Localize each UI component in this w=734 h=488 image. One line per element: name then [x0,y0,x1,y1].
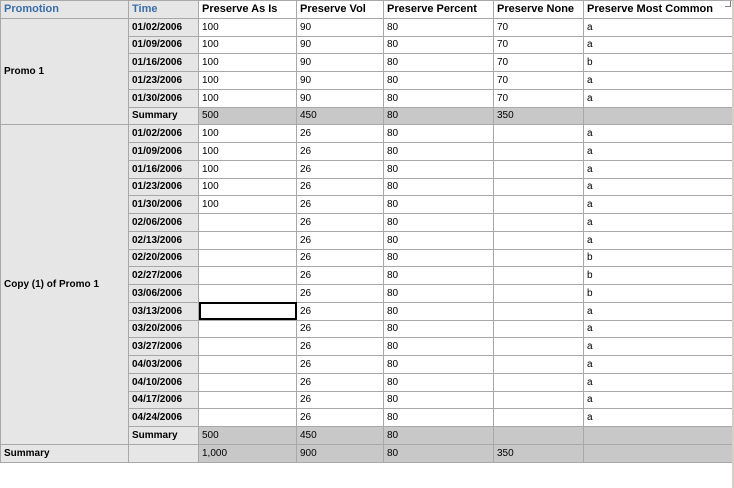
cell-preserve-none[interactable] [494,373,584,391]
cell-preserve-most-common[interactable]: a [584,373,734,391]
cell-preserve-vol[interactable]: 26 [297,267,384,285]
cell-preserve-as-is[interactable]: 100 [199,18,297,36]
cell-preserve-as-is[interactable] [199,267,297,285]
cell-preserve-as-is[interactable]: 100 [199,54,297,72]
summary-preserve-most-common[interactable] [584,427,734,445]
grand-summary-preserve-none[interactable]: 350 [494,444,584,462]
summary-preserve-percent[interactable]: 80 [384,427,494,445]
summary-preserve-as-is[interactable]: 500 [199,427,297,445]
cell-preserve-most-common[interactable]: a [584,320,734,338]
cell-preserve-most-common[interactable]: b [584,54,734,72]
summary-preserve-as-is[interactable]: 500 [199,107,297,125]
cell-preserve-vol[interactable]: 26 [297,338,384,356]
cell-preserve-percent[interactable]: 80 [384,54,494,72]
time-label[interactable]: 01/23/2006 [129,178,199,196]
summary-preserve-most-common[interactable] [584,107,734,125]
grand-summary-preserve-percent[interactable]: 80 [384,444,494,462]
cell-preserve-percent[interactable]: 80 [384,18,494,36]
cell-preserve-as-is[interactable]: 100 [199,160,297,178]
cell-preserve-vol[interactable]: 26 [297,196,384,214]
cell-preserve-vol[interactable]: 26 [297,143,384,161]
cell-preserve-vol[interactable]: 90 [297,54,384,72]
cell-preserve-none[interactable] [494,160,584,178]
cell-preserve-most-common[interactable]: b [584,285,734,303]
summary-preserve-none[interactable] [494,427,584,445]
cell-preserve-vol[interactable]: 90 [297,72,384,90]
time-label[interactable]: 03/06/2006 [129,285,199,303]
time-label[interactable]: 04/17/2006 [129,391,199,409]
time-label[interactable]: 01/30/2006 [129,196,199,214]
time-label[interactable]: 02/13/2006 [129,231,199,249]
cell-preserve-most-common[interactable]: a [584,196,734,214]
cell-preserve-as-is[interactable]: 100 [199,196,297,214]
column-header-preserve-most-common[interactable]: Preserve Most Common [584,1,734,19]
cell-preserve-vol[interactable]: 90 [297,36,384,54]
grand-summary-preserve-as-is[interactable]: 1,000 [199,444,297,462]
cell-preserve-most-common[interactable]: a [584,178,734,196]
cell-preserve-as-is[interactable] [199,249,297,267]
cell-preserve-most-common[interactable]: b [584,267,734,285]
time-label[interactable]: 01/16/2006 [129,160,199,178]
cell-preserve-none[interactable] [494,409,584,427]
cell-preserve-percent[interactable]: 80 [384,249,494,267]
cell-preserve-as-is[interactable]: 100 [199,178,297,196]
cell-preserve-none[interactable] [494,125,584,143]
cell-preserve-as-is[interactable]: 100 [199,89,297,107]
cell-preserve-as-is[interactable] [199,231,297,249]
summary-preserve-percent[interactable]: 80 [384,107,494,125]
time-label[interactable]: 01/09/2006 [129,36,199,54]
table-row [1,18,734,36]
cell-preserve-none[interactable] [494,267,584,285]
cell-preserve-as-is[interactable] [199,285,297,303]
time-label[interactable]: 01/23/2006 [129,72,199,90]
cell-preserve-most-common[interactable]: a [584,214,734,232]
cell-preserve-most-common[interactable]: a [584,160,734,178]
grand-summary-label: Summary [1,444,129,462]
column-header-preserve-none[interactable]: Preserve None [494,1,584,19]
cell-preserve-vol[interactable]: 26 [297,373,384,391]
cell-preserve-none[interactable] [494,356,584,374]
cell-preserve-none[interactable] [494,320,584,338]
time-label[interactable]: 02/27/2006 [129,267,199,285]
cell-preserve-most-common[interactable]: a [584,302,734,320]
cell-preserve-percent[interactable]: 80 [384,231,494,249]
resize-grip-icon[interactable] [725,1,731,7]
cell-preserve-most-common[interactable]: a [584,125,734,143]
cell-preserve-percent[interactable]: 80 [384,320,494,338]
cell-preserve-most-common[interactable]: a [584,36,734,54]
cell-preserve-vol[interactable]: 26 [297,409,384,427]
summary-label: Summary [129,427,199,445]
cell-preserve-none[interactable] [494,196,584,214]
cell-preserve-none[interactable] [494,143,584,161]
time-label[interactable]: 04/03/2006 [129,356,199,374]
cell-preserve-none[interactable] [494,249,584,267]
cell-preserve-none[interactable]: 70 [494,54,584,72]
summary-preserve-none[interactable]: 350 [494,107,584,125]
column-header-preserve-percent[interactable]: Preserve Percent [384,1,494,19]
cell-preserve-as-is[interactable] [199,373,297,391]
time-label[interactable]: 03/27/2006 [129,338,199,356]
cell-preserve-most-common[interactable]: a [584,89,734,107]
time-label[interactable]: 01/02/2006 [129,18,199,36]
cell-preserve-as-is[interactable] [199,320,297,338]
cell-preserve-percent[interactable]: 80 [384,338,494,356]
cell-preserve-none[interactable]: 70 [494,18,584,36]
grand-summary-preserve-most-common[interactable] [584,444,734,462]
column-header-preserve-as-is[interactable]: Preserve As Is [199,1,297,19]
cell-preserve-percent[interactable]: 80 [384,356,494,374]
cell-preserve-none[interactable] [494,391,584,409]
header-row [1,1,734,19]
cell-preserve-vol[interactable]: 26 [297,160,384,178]
grand-summary-time-blank [129,444,199,462]
cell-preserve-percent[interactable]: 80 [384,391,494,409]
time-label[interactable]: 02/20/2006 [129,249,199,267]
cell-preserve-vol[interactable]: 26 [297,178,384,196]
time-label[interactable]: 02/06/2006 [129,214,199,232]
cell-preserve-none[interactable] [494,285,584,303]
cell-preserve-percent[interactable]: 80 [384,285,494,303]
promotion-group-label[interactable]: Copy (1) of Promo 1 [1,125,129,445]
time-label[interactable]: 03/13/2006 [129,302,199,320]
cell-preserve-none[interactable]: 70 [494,89,584,107]
cell-preserve-vol[interactable]: 26 [297,391,384,409]
grand-summary-row [1,444,734,462]
cell-preserve-as-is[interactable]: 100 [199,36,297,54]
cell-preserve-percent[interactable]: 80 [384,178,494,196]
cell-preserve-percent[interactable]: 80 [384,89,494,107]
cell-preserve-vol[interactable]: 26 [297,231,384,249]
cell-preserve-percent[interactable]: 80 [384,196,494,214]
cell-preserve-most-common[interactable]: a [584,231,734,249]
time-label[interactable]: 04/24/2006 [129,409,199,427]
promotion-group-label[interactable]: Promo 1 [1,18,129,125]
cell-preserve-vol[interactable]: 26 [297,302,384,320]
cell-preserve-as-is[interactable] [199,356,297,374]
cell-preserve-most-common[interactable]: a [584,391,734,409]
time-label[interactable]: 01/02/2006 [129,125,199,143]
cell-preserve-vol[interactable]: 26 [297,249,384,267]
cell-preserve-most-common[interactable]: a [584,18,734,36]
cell-preserve-vol[interactable]: 26 [297,214,384,232]
column-header-preserve-vol[interactable]: Preserve Vol [297,1,384,19]
cell-preserve-most-common[interactable]: a [584,338,734,356]
cell-preserve-most-common[interactable]: a [584,409,734,427]
cell-preserve-percent[interactable]: 80 [384,143,494,161]
cell-preserve-none[interactable]: 70 [494,36,584,54]
cell-preserve-as-is[interactable] [199,214,297,232]
time-label[interactable]: 01/09/2006 [129,143,199,161]
cell-preserve-as-is[interactable] [199,409,297,427]
cell-preserve-vol[interactable]: 26 [297,320,384,338]
cell-preserve-percent[interactable]: 80 [384,214,494,232]
cell-preserve-none[interactable] [494,214,584,232]
cell-preserve-most-common[interactable]: a [584,356,734,374]
cell-preserve-as-is[interactable] [199,302,297,320]
cell-preserve-as-is[interactable]: 100 [199,143,297,161]
cell-preserve-most-common[interactable]: a [584,143,734,161]
time-label[interactable]: 01/16/2006 [129,54,199,72]
cell-preserve-most-common[interactable]: b [584,249,734,267]
cell-preserve-none[interactable] [494,178,584,196]
summary-preserve-vol[interactable]: 450 [297,427,384,445]
cell-preserve-percent[interactable]: 80 [384,373,494,391]
cell-preserve-none[interactable]: 70 [494,72,584,90]
cell-preserve-vol[interactable]: 90 [297,89,384,107]
time-label[interactable]: 04/10/2006 [129,373,199,391]
cell-preserve-as-is[interactable] [199,391,297,409]
column-header-time[interactable]: Time [129,1,199,19]
cell-preserve-none[interactable] [494,231,584,249]
cell-preserve-percent[interactable]: 80 [384,36,494,54]
cell-preserve-percent[interactable]: 80 [384,160,494,178]
cell-preserve-none[interactable] [494,302,584,320]
table-row [1,125,734,143]
column-header-promotion[interactable]: Promotion [1,1,129,19]
cell-preserve-percent[interactable]: 80 [384,409,494,427]
cell-preserve-percent[interactable]: 80 [384,267,494,285]
cell-preserve-percent[interactable]: 80 [384,125,494,143]
cell-preserve-vol[interactable]: 26 [297,125,384,143]
summary-label: Summary [129,107,199,125]
cell-preserve-percent[interactable]: 80 [384,72,494,90]
cell-preserve-vol[interactable]: 26 [297,285,384,303]
grand-summary-preserve-vol[interactable]: 900 [297,444,384,462]
time-label[interactable]: 03/20/2006 [129,320,199,338]
cell-preserve-as-is[interactable]: 100 [199,125,297,143]
time-label[interactable]: 01/30/2006 [129,89,199,107]
cell-preserve-most-common[interactable]: a [584,72,734,90]
cell-preserve-vol[interactable]: 26 [297,356,384,374]
cell-preserve-none[interactable] [494,338,584,356]
cell-preserve-percent[interactable]: 80 [384,302,494,320]
cell-preserve-as-is[interactable] [199,338,297,356]
summary-preserve-vol[interactable]: 450 [297,107,384,125]
cell-preserve-as-is[interactable]: 100 [199,72,297,90]
cell-preserve-vol[interactable]: 90 [297,18,384,36]
